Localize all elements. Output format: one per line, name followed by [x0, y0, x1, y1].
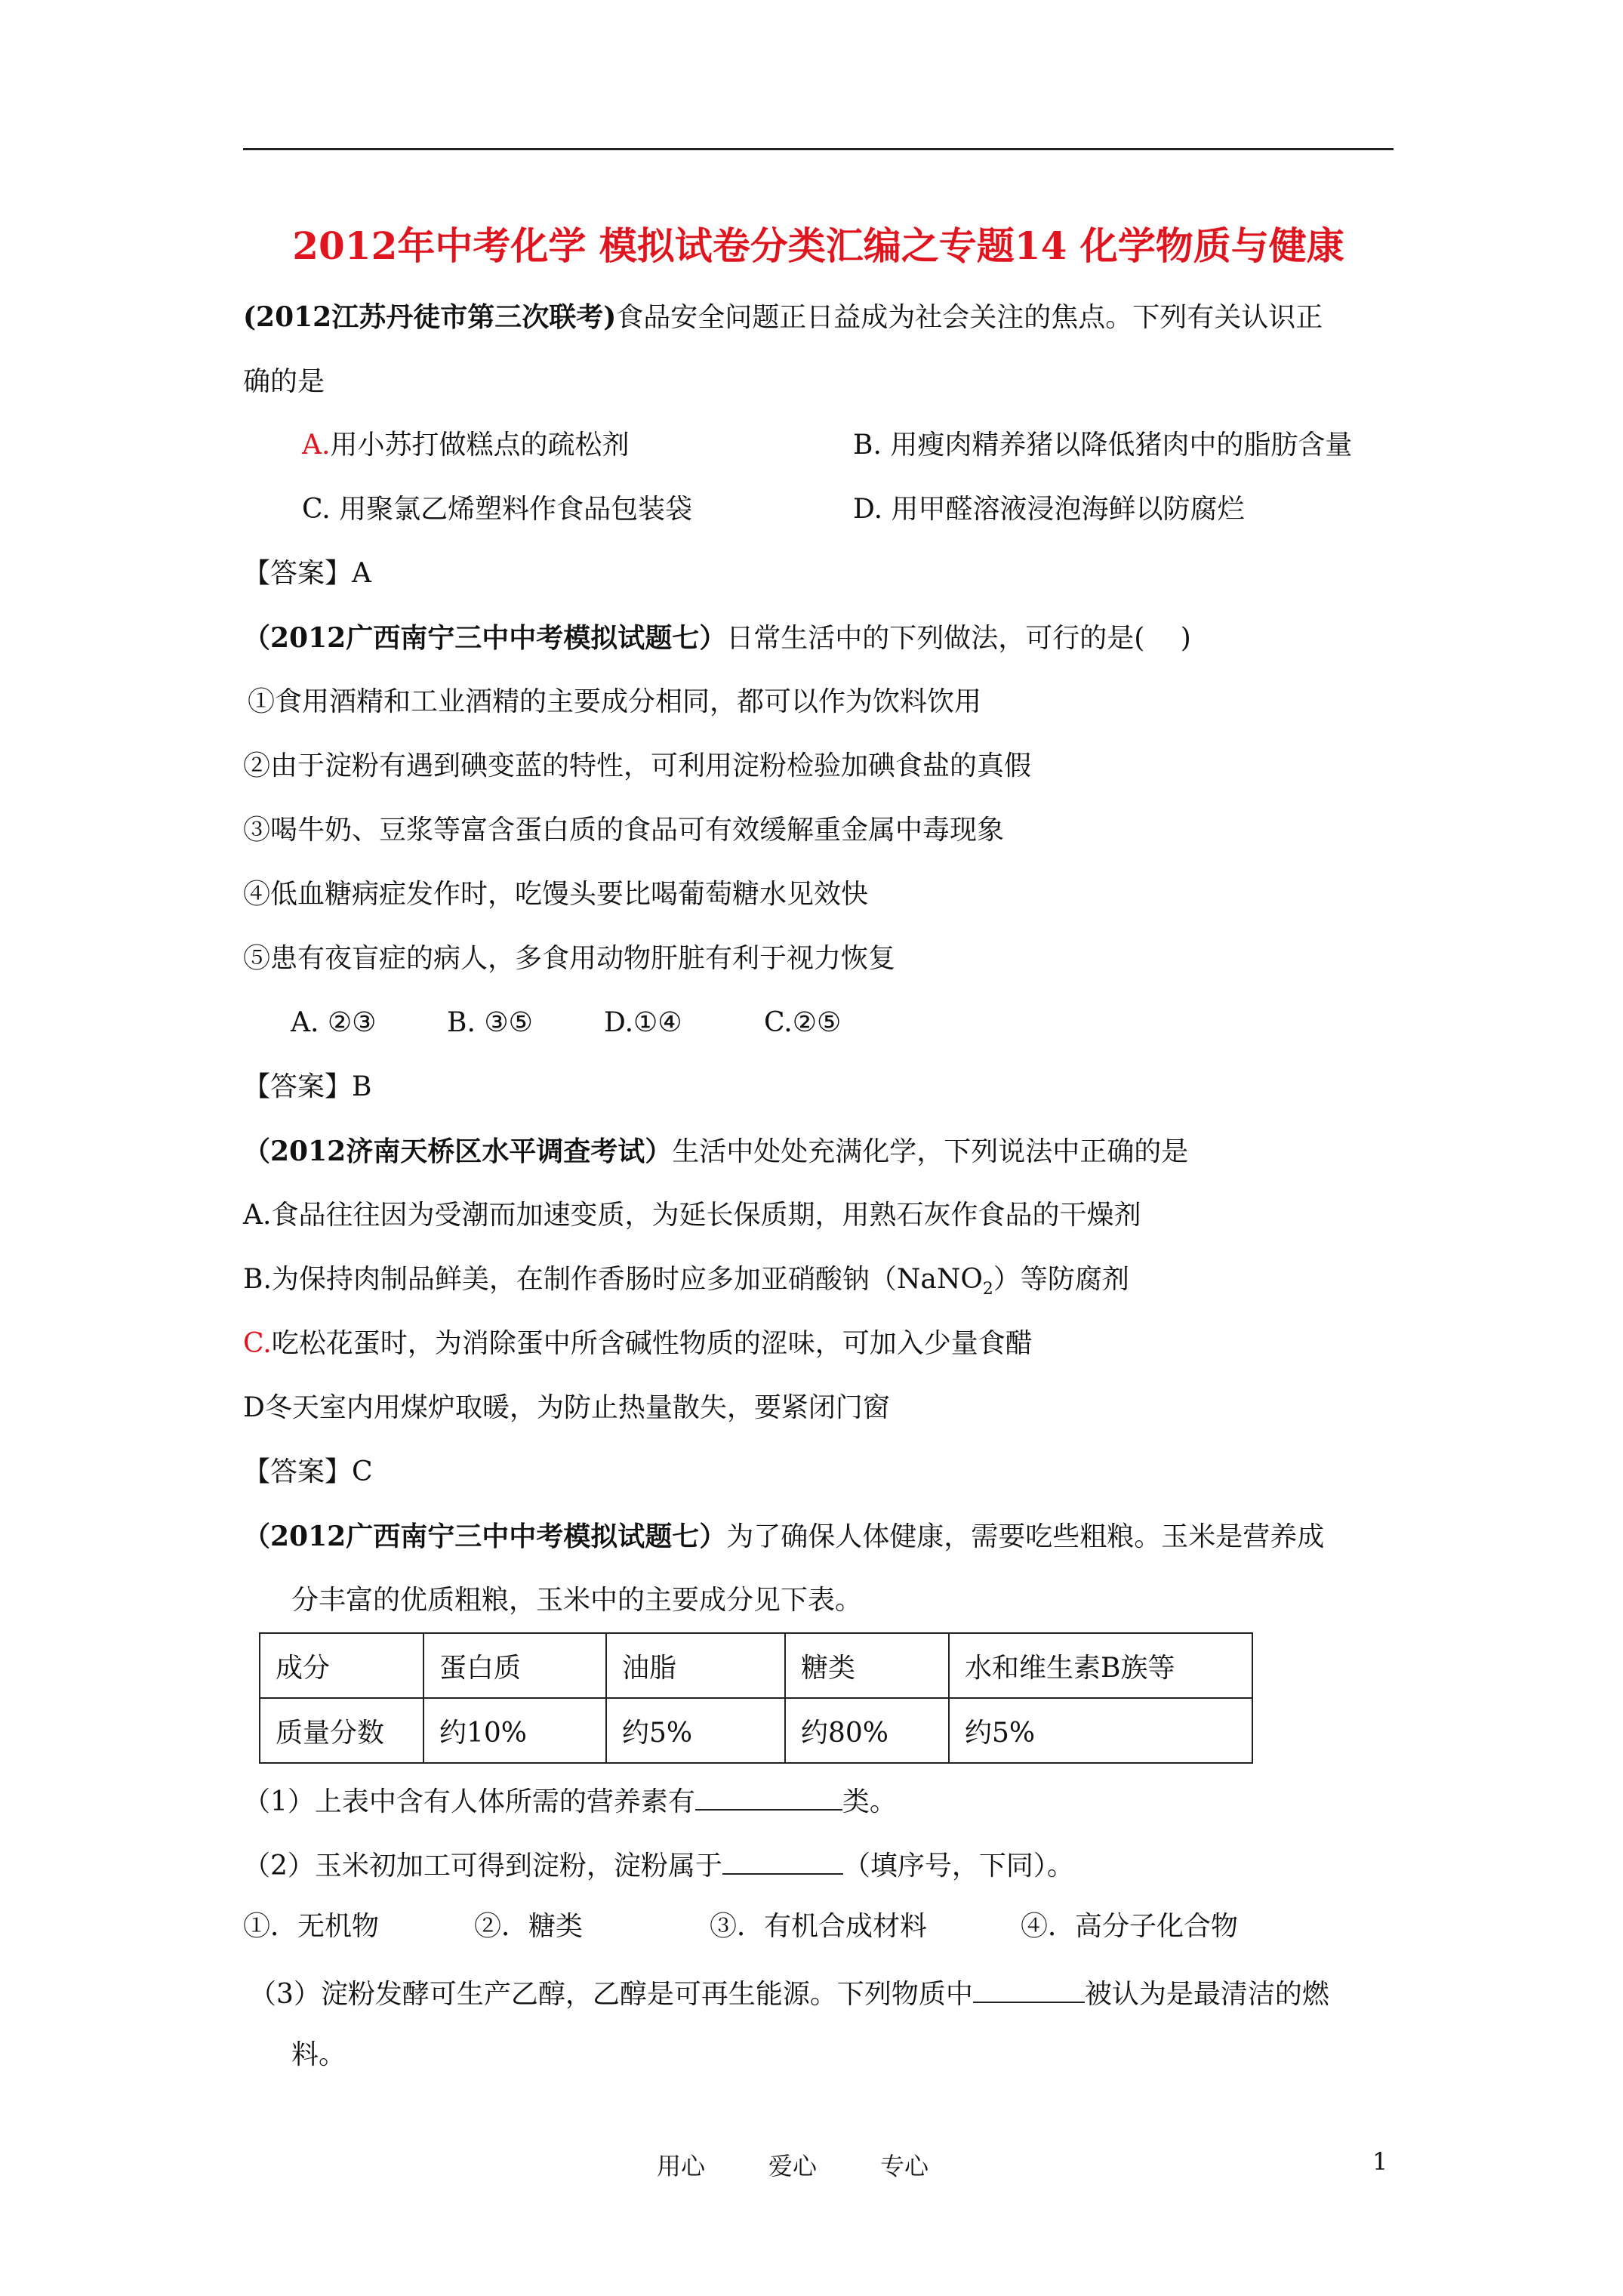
table-cell: 约5% [949, 1698, 1252, 1763]
q1-option-a-letter: A. [302, 430, 331, 461]
q1-option-b: B. 用瘦肉精养猪以降低猪肉中的脂肪含量 [853, 430, 1353, 461]
q4-choice-2: ②．糖类 [474, 1911, 584, 1942]
q3-option-d: D冬天室内用煤炉取暖，为防止热量散失，要紧闭门窗 [243, 1392, 890, 1423]
q4-sub3 [249, 1976, 1329, 2010]
q2-item-2: ②由于淀粉有遇到碘变蓝的特性，可利用淀粉检验加碘食盐的真假 [243, 750, 1032, 781]
table-cell: 约10% [423, 1698, 606, 1763]
q4-sub1-blank[interactable] [695, 1783, 842, 1811]
q2-answer: 【答案】B [243, 1071, 372, 1102]
q1-answer: 【答案】A [243, 558, 371, 589]
table-cell: 成分 [260, 1633, 423, 1698]
table-row [260, 1633, 1252, 1698]
q3-option-b-text: B.为保持肉制品鲜美，在制作香肠时应多加亚硝酸钠（NaNO [243, 1264, 983, 1295]
q3-stem-line [243, 1136, 1188, 1167]
table-cell: 油脂 [606, 1633, 785, 1698]
table-cell: 水和维生素B族等 [949, 1633, 1252, 1698]
q4-choice-1: ①．无机物 [243, 1911, 380, 1942]
q3-option-c-letter: C. [243, 1328, 272, 1359]
table-cell: 糖类 [785, 1633, 949, 1698]
q4-sub3-text: （3）淀粉发酵可生产乙醇，乙醇是可再生能源。下列物质中 [249, 1979, 973, 2010]
q3-option-b-subscript: 2 [982, 1280, 993, 1299]
table-row [260, 1698, 1252, 1763]
q4-stem: 为了确保人体健康，需要吃些粗粮。玉米是营养成 [726, 1521, 1325, 1552]
q1-option-a-text: 用小苏打做糕点的疏松剂 [330, 430, 630, 461]
q2-option-b: B. ③⑤ [447, 1007, 533, 1038]
q4-stem-line2: 分丰富的优质粗粮，玉米中的主要成分见下表。 [291, 1585, 863, 1616]
table-cell: 质量分数 [260, 1698, 423, 1763]
q4-sub2-tail: （填序号，下同）。 [842, 1851, 1074, 1881]
table-cell: 约80% [785, 1698, 949, 1763]
q2-item-1: ①食用酒精和工业酒精的主要成分相同，都可以作为饮料饮用 [248, 686, 982, 717]
q4-source: （2012广西南宁三中中考模拟试题七） [243, 1521, 727, 1552]
q1-option-d: D. 用甲醛溶液浸泡海鲜以防腐烂 [853, 494, 1245, 525]
footer-word-3: 专心 [880, 2152, 929, 2180]
q3-option-b [243, 1265, 1129, 1305]
q3-option-b-tail: ）等防腐剂 [993, 1264, 1129, 1295]
table-cell: 约5% [606, 1698, 785, 1763]
q4-sub1-tail: 类。 [842, 1786, 897, 1817]
q4-sub1-text: （1）上表中含有人体所需的营养素有 [243, 1786, 695, 1817]
q2-stem-line [243, 623, 1191, 654]
q4-choice-4: ④．高分子化合物 [1021, 1911, 1239, 1942]
q2-stem: 日常生活中的下列做法，可行的是( ) [726, 623, 1191, 654]
q1-option-a [302, 430, 629, 461]
header-rule [243, 148, 1394, 150]
q2-item-4: ④低血糖病症发作时，吃馒头要比喝葡萄糖水见效快 [243, 879, 869, 910]
q3-source: （2012济南天桥区水平调查考试） [243, 1136, 673, 1167]
q2-option-a: A. ②③ [291, 1007, 377, 1038]
q2-item-5: ⑤患有夜盲症的病人，多食用动物肝脏有利于视力恢复 [243, 943, 896, 974]
q1-option-c: C. 用聚氯乙烯塑料作食品包装袋 [302, 494, 693, 525]
document-title: 2012年中考化学 模拟试卷分类汇编之专题14 化学物质与健康 [292, 223, 1344, 268]
footer-word-1: 用心 [657, 2152, 706, 2180]
q4-stem-line1 [243, 1521, 1324, 1552]
q2-option-d: D.①④ [604, 1007, 682, 1038]
q3-option-c-text: 吃松花蛋时，为消除蛋中所含碱性物质的涩味，可加入少量食醋 [271, 1328, 1033, 1359]
q3-option-a: A.食品往往因为受潮而加速变质，为延长保质期，用熟石灰作食品的干燥剂 [243, 1200, 1141, 1231]
footer-word-2: 爱心 [768, 2152, 818, 2180]
q3-answer: 【答案】C [243, 1456, 373, 1487]
q2-source: （2012广西南宁三中中考模拟试题七） [243, 622, 727, 654]
q4-choice-3: ③．有机合成材料 [710, 1911, 928, 1942]
q1-stem-line2: 确的是 [243, 366, 325, 397]
q4-sub3-blank[interactable] [973, 1976, 1085, 2003]
q4-sub2-blank[interactable] [722, 1848, 843, 1875]
q3-stem: 生活中处处充满化学，下列说法中正确的是 [672, 1136, 1189, 1167]
table-cell: 蛋白质 [423, 1633, 606, 1698]
q4-sub2 [243, 1848, 1074, 1881]
q1-stem: 食品安全问题正日益成为社会关注的焦点。下列有关认识正 [616, 302, 1323, 333]
q2-item-3: ③喝牛奶、豆浆等富含蛋白质的食品可有效缓解重金属中毒现象 [243, 815, 1005, 846]
page-number: 1 [1372, 2147, 1388, 2176]
q4-sub2-text: （2）玉米初加工可得到淀粉，淀粉属于 [243, 1851, 722, 1881]
q1-source: (2012江苏丹徒市第三次联考) [243, 301, 617, 333]
q1-stem-line1 [243, 302, 1323, 333]
q3-option-c [243, 1329, 1033, 1359]
q4-sub1 [243, 1783, 897, 1817]
q4-sub3-tail: 被认为是最清洁的燃 [1084, 1979, 1329, 2010]
q2-option-c: C.②⑤ [764, 1007, 842, 1038]
nutrient-table [259, 1632, 1253, 1764]
q4-sub3-line2: 料。 [291, 2039, 346, 2070]
